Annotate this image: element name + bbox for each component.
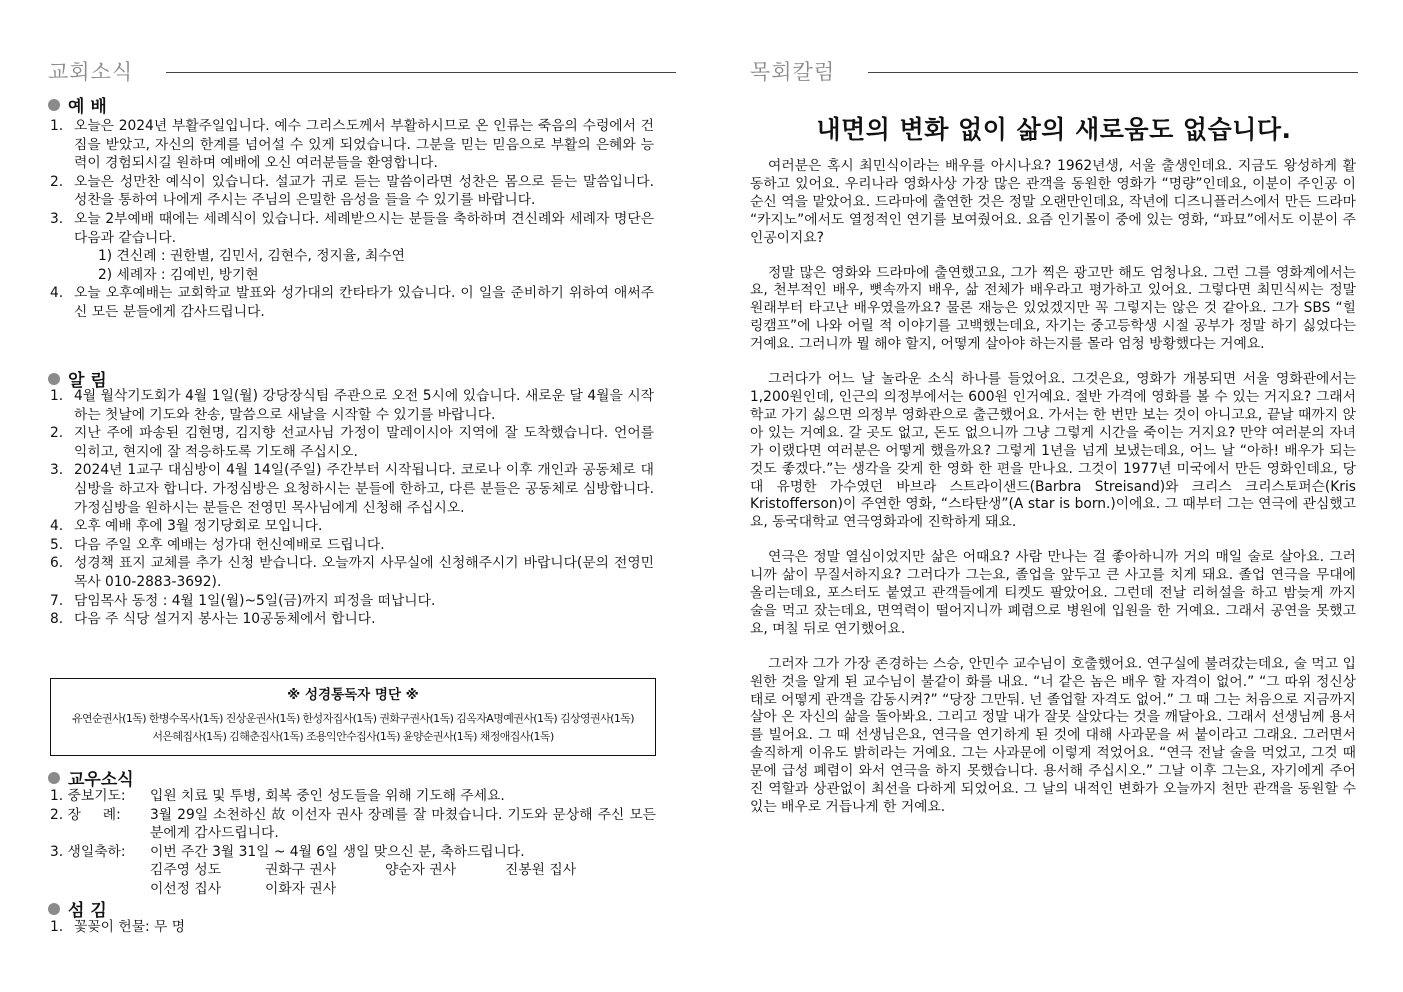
section-title: 목회칼럼 [750, 60, 836, 84]
notice-heading: 알 림 [48, 366, 107, 391]
list-item: 4. 오후 예배 후에 3월 정기당회로 모입니다. [50, 518, 323, 535]
section-title: 교회소식 [48, 60, 134, 84]
list-item: 8. 다음 주 식당 설거지 봉사는 10공동체에서 합니다. [50, 611, 376, 628]
list-item: 1. 오늘은 2024년 부활주일입니다. 예수 그리스도께서 부활하시므로 온 인류는 죽음의 수렁에서 건짐을 받았고, 자신의 한계를 넘어설 수 있게 되었습니다. 그분을 믿는 믿음으로 부활의 은혜와 능력이 경험되시길 원하며 예배에 오신 여러분들을 환영합니다. [50, 118, 654, 172]
bible-readers-box [50, 678, 656, 756]
baptism-list: 2) 세례자 : 김예빈, 방기현 [98, 266, 259, 283]
readers-row: 서은혜집사(1독) 김해춘집사(1독) 조용익안수집사(1독) 윤양순권사(1독) 채정애집사(1독) [152, 730, 554, 743]
list-item: 1. 4월 월삭기도회가 4월 1일(월) 강당장식팀 주관으로 오전 5시에 있습니다. 새로운 달 4월을 시작하는 첫날에 기도와 찬송, 말씀으로 새날을 시작할 수 있기를 바랍니다. [50, 388, 654, 423]
confirmation-list: 1) 견신례 : 권한별, 김민서, 김현수, 정지율, 최수연 [98, 248, 405, 265]
worship-list [50, 117, 654, 322]
bullet-icon [48, 903, 60, 915]
list-item: 7. 담임목사 동정 : 4월 1일(월)~5일(금)까지 피정을 떠납니다. [50, 592, 436, 609]
paragraph: 연극은 정말 열심이었지만 삶은 어때요? 사람 만나는 걸 좋아하니까 거의 매일 술로 살아요. 그러니까 삶이 무질서하지요? 그러다가 그는요, 졸업을 앞두고 큰 사고를 치게 돼요. 졸업 연극을 무대에 올리는데요, 포스터도 붙였고 관객들에게 티켓도 팔았어요. 그런데 전날 리허설을 하고 밤늦게 까지 술을 먹고 잤는데요, 면역력이 떨어지니까 폐렴으로 병원에 입원을 한 거예요. 그래서 공연을 못했고요, 며칠 뒤로 연기했어요. [750, 549, 1356, 637]
birthday-names: 이선정 집사 이화자 권사 [150, 880, 337, 897]
members-heading: 교우소식 [48, 765, 134, 790]
members-list [50, 787, 656, 899]
header-rule [868, 72, 1358, 73]
column-title: 내면의 변화 없이 삶의 새로움도 없습니다. [816, 115, 1292, 144]
list-item: 2. 장 례: 3월 29일 소천하신 故 이선자 권사 장례를 잘 마쳤습니다. 기도와 문상해 주신 모든 분에게 감사드립니다. [50, 806, 656, 842]
list-item: 5. 다음 주일 오후 예배는 성가대 헌신예배로 드립니다. [50, 536, 385, 553]
list-item: 2. 지난 주에 파송된 김현명, 김지향 선교사님 가정이 말레이시아 지역에 잘 도착했습니다. 언어를 익히고, 현지에 잘 적응하도록 기도해 주십시오. [50, 425, 654, 460]
list-item: 3. 생일축하: 이번 주간 3월 31일 ~ 4월 6일 생일 맞으신 분, 축하드립니다. [50, 843, 525, 860]
birthday-names: 김주영 성도 권화구 권사 양순자 권사 진봉원 집사 [150, 862, 577, 879]
bullet-icon [48, 772, 60, 784]
list-item: 3. 오늘 2부예배 때에는 세례식이 있습니다. 세례받으시는 분들을 축하하며 견신례와 세례자 명단은 다음과 같습니다. 1) 견신례 : 권한별, 김민서, 김현수, 정지율, 최수연 2) 세례자 : 김예빈, 방기현 [50, 210, 654, 283]
notice-list [50, 387, 654, 629]
header-rule [166, 72, 676, 73]
section-header [48, 56, 658, 84]
paragraph: 정말 많은 영화와 드라마에 출연했고요, 그가 찍은 광고만 해도 엄청나요. 그런 그를 영화계에서는요, 천부적인 배우, 뼛속까지 배우, 삶 전체가 배우라고 평가하고 있어요. 그렇다면 최민식씨는 정말 원래부터 타고난 배우였을까요? 물론 재능은 있었겠지만 꼭 그렇지는 않은 것 같아요. 그가 SBS “힐링캠프”에 나와 어릴 적 이야기를 고백했는데요, 자기는 중고등학생 시절 공부가 정말 하기 싫었다는 거예요. 그러니까 뭘 해야 할지, 어떻게 살아야 하는지를 몰라 엄청 방황했다는 거예요. [750, 264, 1356, 353]
paragraph: 그러다가 어느 날 놀라운 소식 하나를 들었어요. 그것은요, 영화가 개봉되면 서울 영화관에서는 1,200원인데, 인근의 의정부에서는 600원 인거예요. 절반 가격에 영화를 볼 수 있는 거지요? 그래서 학교 가기 싫으면 의정부 영화관으로 출근했어요. 가서는 한 번만 보는 것이 아니고요, 끝날 때까지 앉아 있는 거예요. 갈 곳도 없고, 돈도 없으니까 그냥 그렇게 시간을 죽이는 거지요? 만약 여러분의 자녀가 이랬다면 여러분은 어떻게 했을까요? 그렇게 1년을 넘게 보냈는데요, 어느 날 “아하! 배우가 되는 것도 좋겠다.”는 생각을 갖게 한 영화 한 편을 만나요. 그것이 1977년 미국에서 만든 영화인데요, 당대 유명한 가수였던 바브라 스트라이샌드(Barbra Streisand)와 크리스 크리스토퍼슨(Kris Kristofferson)이 주연한 영화, “스타탄생”(A star is born.)이에요. 그 때부터 그는 연극에 관심했고요, 동국대학교 연극영화과에 진학하게 돼요. [750, 371, 1356, 531]
readers-heading: ※ 성경통독자 명단 ※ [287, 687, 419, 703]
list-item: 3. 2024년 1교구 대심방이 4월 14일(주일) 주간부터 시작됩니다. 코로나 이후 개인과 공동체로 대심방을 하고자 합니다. 가정심방은 요청하시는 분들에 한하고, 다른 분들은 공동체로 심방합니다. 가정심방을 원하시는 분들은 전영민 목사님에게 신청해 주십시오. [50, 462, 654, 516]
list-item: 2. 오늘은 성만찬 예식이 있습니다. 설교가 귀로 듣는 말씀이라면 성찬은 몸으로 듣는 말씀입니다. 성찬을 통하여 나에게 주시는 주님의 은밀한 음성을 들을 수 있기를 바랍니다. [50, 173, 654, 209]
bullet-icon [48, 99, 60, 111]
list-item: 1. 중보기도: 입원 치료 및 투병, 회복 중인 성도들을 위해 기도해 주세요. [50, 788, 505, 804]
service-heading: 섬 김 [48, 896, 107, 921]
paragraph: 그러자 그가 가장 존경하는 스승, 안민수 교수님이 호출했어요. 연구실에 불려갔는데요, 술 먹고 입원한 것을 알게 된 교수님이 불같이 화를 내요. “너 같은 놈은 배우 할 자격이 없어.” “그 따위 정신상태로 어떻게 관객을 감동시켜?” “당장 그만둬. 넌 졸업할 자격도 없어.” 그 때 그는 처음으로 지금까지 살아 온 자신의 삶을 돌아봐요. 그리고 정말 내가 잘못 살았다는 것을 깨달아요. 그래서 선생님께 용서를 빌어요. 그 때 선생님은요, 연극을 연기하게 된 것에 대해 사과문을 써 붙이라고 그래요. 그러면서 솔직하게 이유도 밝히라는 거예요. 그는 사과문에 이렇게 적었어요. “연극 전날 술을 먹었고, 그것 때문에 급성 폐렴이 와서 연극을 하지 못했습니다. 용서해 주십시오.” 그날 이후 그는요, 자기에게 주어진 역할과 상관없이 최선을 다하게 되었어요. 그 날의 내적인 변화가 오늘까지 천만 관객을 동원할 수 있는 배우로 거듭나게 한 거예요. [750, 655, 1356, 815]
worship-heading: 예 배 [48, 92, 107, 117]
paragraph: 여러분은 혹시 최민식이라는 배우를 아시나요? 1962년생, 서울 출생인데요. 지금도 왕성하게 활동하고 있어요. 우리나라 영화사상 가장 많은 관객을 동원한 영화가 “명량”인데요, 이분이 주인공 이순신 역을 맡았어요. 드라마에 출연한 것은 정말 오랜만인데요, 작년에 디즈니플러스에서 만든 드라마 “카지노”에서도 열정적인 연기를 보여줬어요. 요즘 인기몰이 중에 있는 영화, “파묘”에서도 이분이 주인공이지요? [750, 158, 1356, 246]
column-article [750, 158, 1356, 834]
bullet-icon [48, 373, 60, 385]
section-header [750, 56, 1358, 84]
service-list [50, 918, 654, 937]
list-item: 1. 꽃꽂이 헌물: 무 명 [50, 919, 186, 935]
list-item: 4. 오늘 오후예배는 교회학교 발표와 성가대의 칸타타가 있습니다. 이 일을 준비하기 위하여 애써주신 모든 분들에게 감사드립니다. [50, 285, 654, 320]
list-item: 6. 성경책 표지 교체를 추가 신청 받습니다. 오늘까지 사무실에 신청해주시기 바랍니다(문의 전영민 목사 010-2883-3692). [50, 555, 654, 590]
readers-row: 유연순권사(1독) 한병수목사(1독) 진상운권사(1독) 한성자집사(1독) 권화구권사(1독) 김옥자A명예권사(1독) 김상영권사(1독) [72, 712, 634, 725]
